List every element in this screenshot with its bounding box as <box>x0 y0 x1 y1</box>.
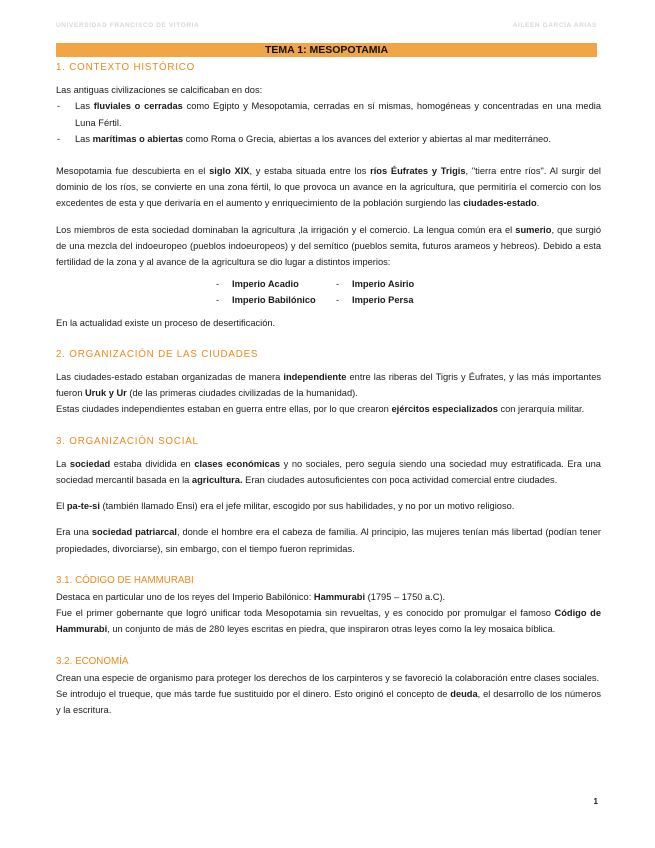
civilization-list <box>56 98 601 147</box>
header-university: UNIVERSIDAD FRANCISCO DE VITORIA <box>56 22 200 29</box>
document-body <box>56 60 601 719</box>
header-author: AILEEN GARCÍA ARIAS <box>512 22 597 29</box>
document-title: TEMA 1: MESOPOTAMIA <box>56 43 597 57</box>
list-item: - Imperio Asirio <box>334 276 444 292</box>
paragraph: Las ciudades-estado estaban organizadas de manera independiente entre las riberas del Tigris y Éufrates, y las más importantes fueron Uruk y Ur (de las primeras ciudades civilizadas de la humanidad). <box>56 372 602 399</box>
section-heading-economy: 3.2. ECONOMÍA <box>56 655 129 667</box>
paragraph: El pa-te-si (también llamado Ensi) era el jefe militar, escogido por sus habilidades, y no por un motivo religioso. <box>56 501 515 512</box>
paragraph: Fue el primer gobernante que logró unificar toda Mesopotamia sin revueltas, y es conocido por promulgar el famoso Código de Hammurabi, un conjunto de más de 280 leyes escritas en piedra, que inspiraron otras leyes como la ley mosaica bíblica. <box>56 608 601 635</box>
section-heading-hammurabi: 3.1. CÓDIGO DE HAMMURABI <box>56 574 194 586</box>
list-item: - Las marítimas o abiertas como Roma o Grecia, abiertas a los avances del exterior y abiertas al mar mediterráneo. <box>56 131 601 147</box>
paragraph: Mesopotamia fue descubierta en el siglo XIX, y estaba situada entre los ríos Éufrates y Trigis, "tierra entre ríos". Al surgir del dominio de los ríos, se convierte en una zona fértil, lo que provoca un avance en la agricultura, que permitiría el comercio con los excedentes de esta y que derivaría en el aumento y enriquecimiento de la población surgiendo las ciudades-estado. <box>56 166 602 209</box>
list-item: - Las fluviales o cerradas como Egipto y Mesopotamia, cerradas en sí mismas, homogéneas y concentradas en una media Luna Fértil. <box>56 98 601 130</box>
page-header <box>56 22 597 34</box>
list-item: - Imperio Acadio <box>214 276 324 292</box>
paragraph: Destaca en particular uno de los reyes del Imperio Babilónico: Hammurabi (1795 – 1750 a.C). <box>56 592 446 603</box>
paragraph: Las antiguas civilizaciones se calcificaban en dos: <box>56 85 263 96</box>
list-item: - Imperio Persa <box>334 292 444 308</box>
section-heading-cities: 2. ORGANIZACIÓN DE LAS CIUDADES <box>56 348 259 360</box>
paragraph: Crean una especie de organismo para proteger los derechos de los carpinteros y se favoreció la colaboración entre clases sociales. <box>56 672 600 683</box>
empire-list <box>214 276 601 308</box>
paragraph: Se introdujo el trueque, que más tarde fue sustituido por el dinero. Esto originó el concepto de deuda, el desarrollo de los números y la escritura. <box>56 689 601 716</box>
section-heading-context: 1. CONTEXTO HISTÓRICO <box>56 62 196 73</box>
section-heading-social: 3. ORGANIZACIÓN SOCIAL <box>56 435 199 447</box>
page-number: 1 <box>593 797 598 806</box>
paragraph: En la actualidad existe un proceso de desertificación. <box>56 317 276 328</box>
paragraph: Los miembros de esta sociedad dominaban la agricultura ,la irrigación y el comercio. La lengua común era el sumerio, que surgió de una mezcla del indoeuropeo (pueblos indoeuropeos) y del semítico (pueblos semita, futuros arameos y hebreos). Debido a esta fertilidad de la zona y al avance de la agricultura se dio lugar a distintos imperios: <box>56 224 601 268</box>
paragraph: Era una sociedad patriarcal, donde el hombre era el cabeza de familia. Al principio, las mujeres tenían más libertad (podían tener propiedades, divorciarse), sin embargo, con el tiempo fueron reprimidas. <box>56 527 601 554</box>
list-item: - Imperio Babilónico <box>214 292 324 308</box>
paragraph: La sociedad estaba dividida en clases económicas y no sociales, pero seguía siendo una sociedad muy estratificada. Era una sociedad mercantil basada en la agricultura. Eran ciudades autosuficientes con poca actividad comercial entre ciudades. <box>56 458 601 486</box>
paragraph: Estas ciudades independientes estaban en guerra entre ellas, por lo que crearon ejércitos especializados con jerarquía militar. <box>56 404 585 415</box>
